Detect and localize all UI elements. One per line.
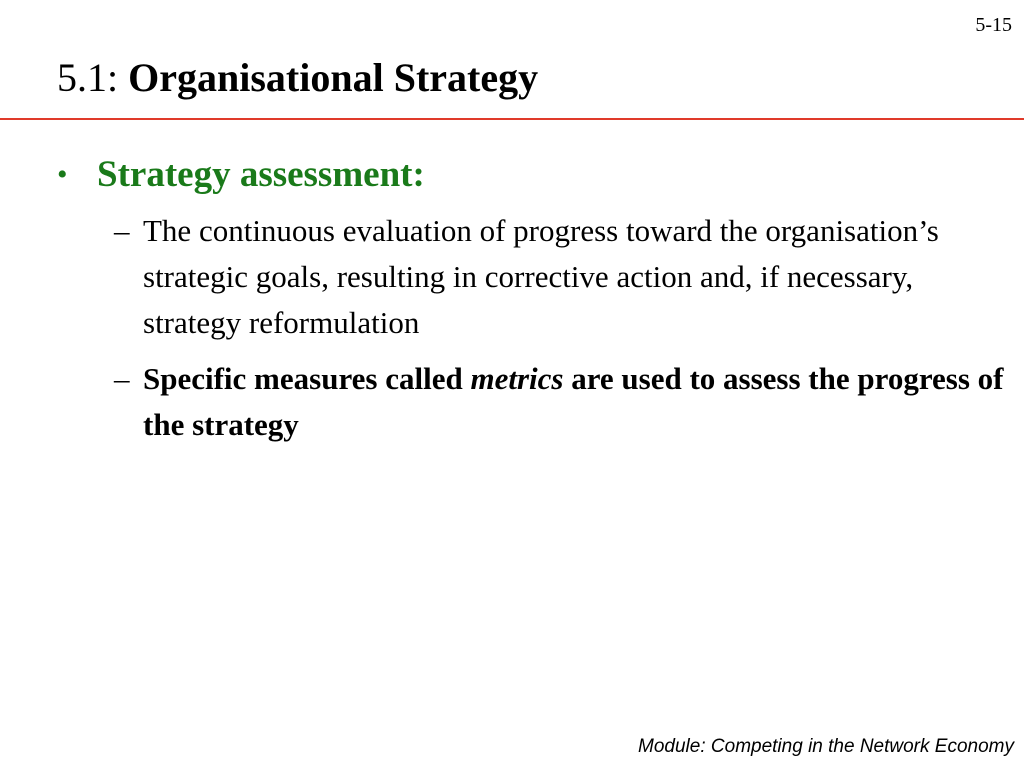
- footer-module-label: Module: Competing in the Network Economy: [638, 736, 1014, 757]
- sub-bullet-text: The continuous evaluation of progress toward the organisation’s strategic goals, resulting in corrective action and, if necessary, strategy reformulation: [143, 213, 939, 340]
- bullet-heading: Strategy assessment:: [97, 154, 425, 195]
- bullet-list: [57, 152, 1007, 458]
- sub-bullet-item: [97, 208, 1007, 346]
- sub-bullet-text-bold: are used to assess the progress of the strategy: [143, 361, 1004, 442]
- sub-bullet-text-bold: Specific measures called: [143, 361, 471, 396]
- sub-bullet-item: [97, 356, 1007, 448]
- title-divider: [0, 118, 1024, 120]
- slide-number: 5-15: [975, 14, 1012, 36]
- slide-title: [57, 54, 538, 102]
- sub-bullet-text-emphasis: metrics: [470, 361, 564, 396]
- dash-marker: –: [114, 213, 130, 248]
- dash-marker: –: [114, 361, 130, 396]
- bullet-item: [57, 152, 1007, 448]
- bullet-dot: •: [57, 158, 68, 191]
- slide-title-prefix: 5.1:: [57, 55, 129, 100]
- slide-title-main: Organisational Strategy: [128, 55, 539, 100]
- sub-bullet-list: [97, 208, 1007, 448]
